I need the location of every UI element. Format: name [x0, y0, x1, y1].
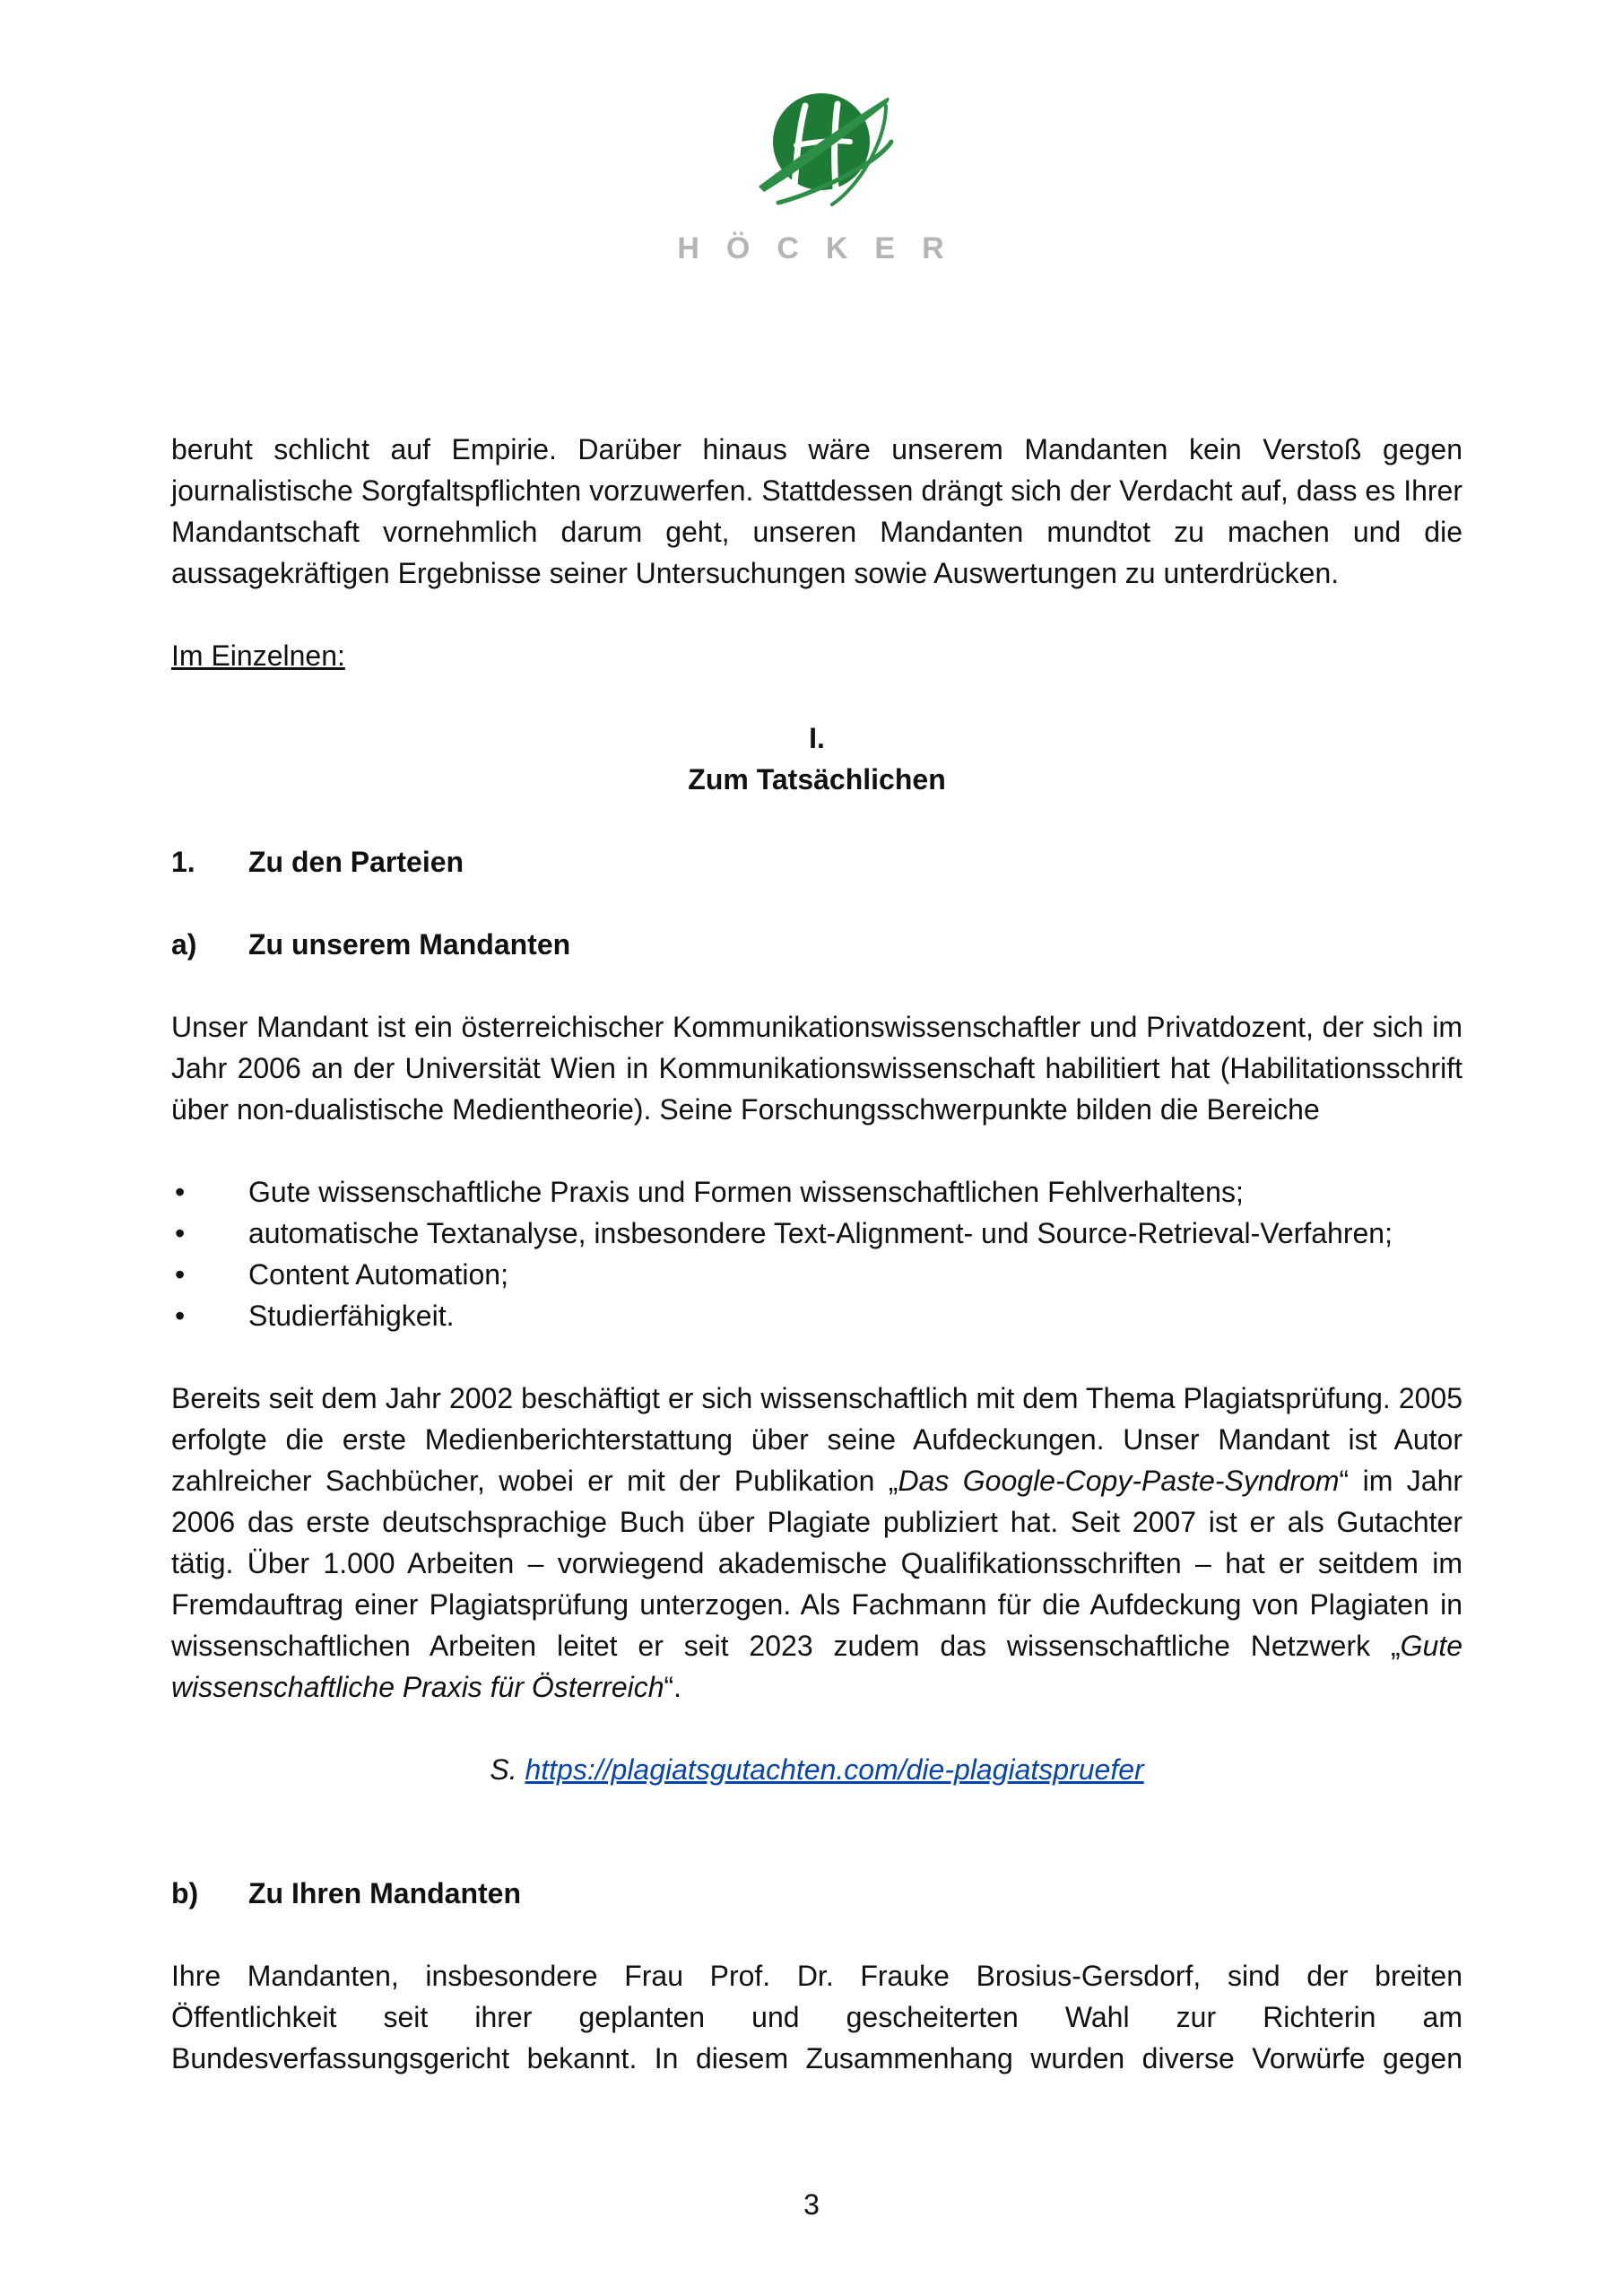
heading-ihren-mandanten [171, 1873, 1462, 1914]
letter-body [171, 429, 1462, 2079]
bullet-icon: • [175, 1217, 186, 1249]
heading-title: Zu unserem Mandanten [248, 928, 571, 961]
book-title: Das Google-Copy-Paste-Syndrom [898, 1465, 1340, 1497]
im-einzelnen-text: Im Einzelnen: [171, 639, 345, 672]
bullet-icon: • [175, 1176, 186, 1208]
list-item: • Content Automation; [171, 1254, 1462, 1295]
heading-unserem-mandanten [171, 924, 1462, 965]
network-title: Gute wissenschaftliche Praxis für Österreich [171, 1630, 1462, 1703]
list-item: • Studierfähigkeit. [171, 1295, 1462, 1336]
career-paragraph: Bereits seit dem Jahr 2002 beschäftigt er sich wissenschaftlich mit dem Thema Plagiatsprüfung. 2005 erfolgte die erste Medienberichterstattung über seine Aufdeckungen. Unser Mandant ist Autor zahlreicher Sachbücher, wobei er mit der Publikation „Das Google-Copy-Paste-Syndrom“ im Jahr 2006 das erste deutschsprachige Buch über Plagiate publiziert hat. Seit 2007 ist er als Gutachter tätig. Über 1.000 Arbeiten – vorwiegend akademische Qualifikationsschriften – hat er seitdem im Fremdauftrag einer Plagiatsprüfung unterzogen. Als Fachmann für die Aufdeckung von Plagiaten in wissenschaftlichen Arbeiten leitet er seit 2023 zudem das wissenschaftliche Netzwerk „Gute wissenschaftliche Praxis für Österreich“. [171, 1382, 1463, 1703]
bullet-icon: • [175, 1300, 186, 1332]
mandant-paragraph: Unser Mandant ist ein österreichischer Kommunikationswissenschaftler und Privatdozent, der sich im Jahr 2006 an der Universität Wien in Kommunikationswissenschaft habilitiert hat (Habilitationsschrift über non-dualistische Medientheorie). Seine Forschungsschwerpunkte bilden die Bereiche [171, 1011, 1462, 1126]
ihre-mandanten-paragraph [171, 1955, 1462, 2079]
source-reference [171, 1749, 1462, 1790]
source-link[interactable]: https://plagiatsgutachten.com/die-plagiatspruefer [525, 1753, 1144, 1786]
heading-parteien [171, 841, 1462, 883]
heading-number: b) [171, 1877, 199, 1909]
page-number: 3 [803, 2188, 820, 2221]
im-einzelnen-label [171, 635, 1462, 676]
heading-title: Zu den Parteien [248, 846, 464, 878]
heading-title: Zu Ihren Mandanten [248, 1877, 521, 1909]
intro-paragraph: beruht schlicht auf Empirie. Darüber hinaus wäre unserem Mandanten kein Verstoß gegen journalistische Sorgfaltspflichten vorzuwerfen. Stattdessen drängt sich der Verdacht auf, dass es Ihrer Mandantschaft vornehmlich darum geht, unseren Mandanten mundtot zu machen und die aussagekräftigen Ergebnisse seiner Untersuchungen sowie Auswertungen zu unterdrücken. [171, 433, 1462, 589]
bullet-icon: • [175, 1258, 186, 1291]
source-prefix: S. [490, 1753, 525, 1786]
hoecker-logo-icon [751, 79, 895, 213]
section-title: Zum Tatsächlichen [688, 763, 946, 796]
list-item: • automatische Textanalyse, insbesondere Text-Alignment- und Source-Retrieval-Verfahren; [171, 1213, 1462, 1254]
section-number: I. [809, 722, 825, 754]
research-focus-list [171, 1171, 1462, 1336]
paragraph-line: Öffentlichkeit seit ihrer geplanten und gescheiterten Wahl zur Richterin am [171, 2001, 1462, 2033]
paragraph-line: Ihre Mandanten, insbesondere Frau Prof. Dr. Frauke Brosius-Gersdorf, sind der breiten [171, 1960, 1462, 1992]
list-item: • Gute wissenschaftliche Praxis und Formen wissenschaftlichen Fehlverhaltens; [171, 1171, 1462, 1213]
brand-name: HÖCKER [677, 231, 971, 265]
heading-number: a) [171, 928, 197, 961]
heading-number: 1. [171, 846, 195, 878]
paragraph-line: Bundesverfassungsgericht bekannt. In diesem Zusammenhang wurden diverse Vorwürfe gegen [171, 2042, 1462, 2074]
